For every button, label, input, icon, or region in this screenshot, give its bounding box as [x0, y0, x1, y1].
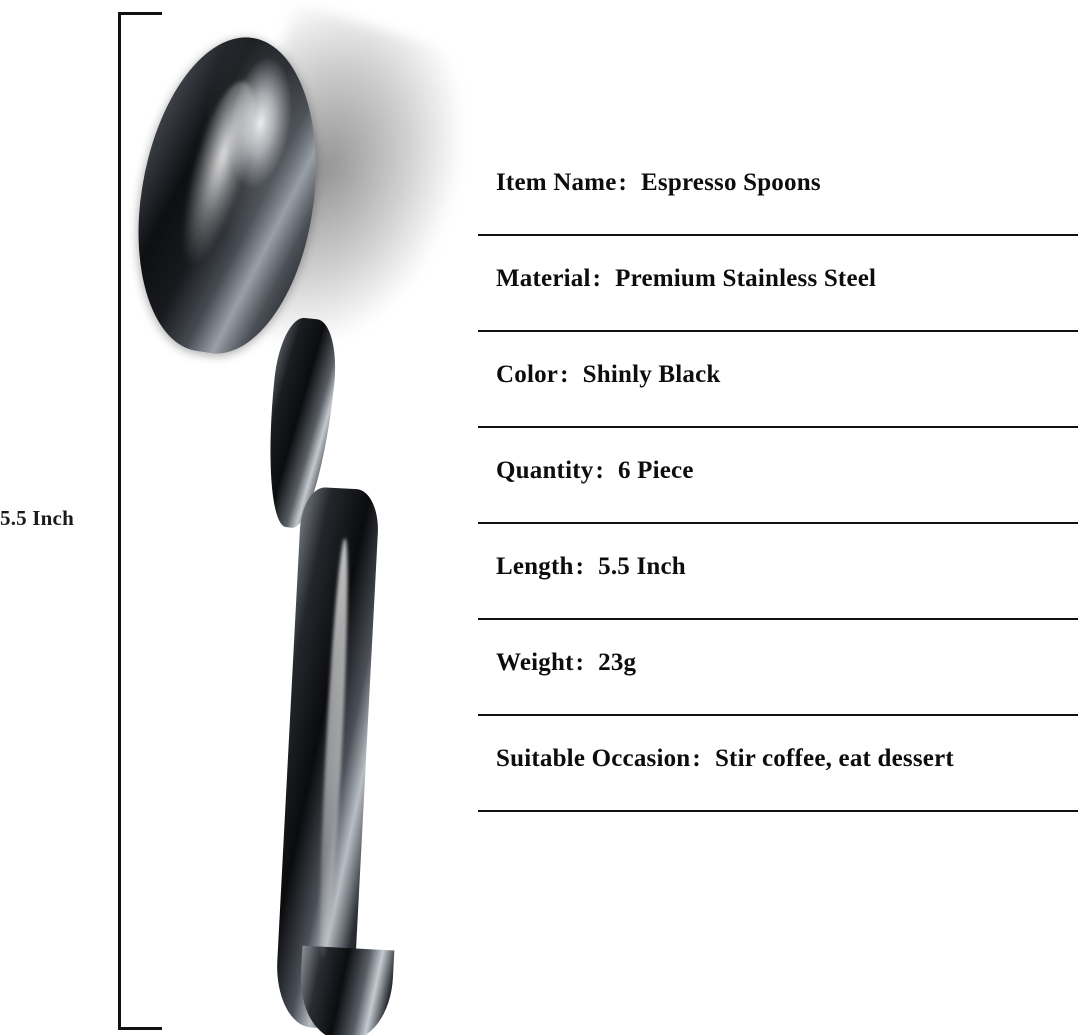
length-dimension-label: 5.5 Inch: [0, 506, 74, 530]
spec-label-quantity: Quantity: [496, 457, 594, 484]
spec-row-length: [478, 524, 1078, 620]
spec-row-material: [478, 236, 1078, 332]
spec-separator: :: [575, 649, 585, 676]
spec-value-suitable-occasion: Stir coffee, eat dessert: [714, 745, 954, 772]
spec-row-weight: [478, 620, 1078, 716]
spec-row-color: [478, 332, 1078, 428]
spec-row-quantity: [478, 428, 1078, 524]
spec-separator: :: [692, 745, 701, 772]
spec-label-color: Color: [496, 361, 559, 388]
spec-separator: :: [618, 169, 628, 196]
spec-value-item-name: Espresso Spoons: [641, 169, 821, 196]
spec-label-length: Length: [496, 553, 574, 580]
spec-label-item-name: Item Name: [496, 169, 617, 196]
specification-list: [478, 140, 1078, 812]
spec-value-weight: 23g: [598, 649, 637, 676]
spec-row-suitable-occasion: [478, 716, 1078, 812]
spec-value-color: Shinly Black: [582, 361, 721, 388]
spec-value-length: 5.5 Inch: [598, 553, 686, 580]
spoon-handle-tip: [298, 946, 395, 1035]
bracket-top-tick: [118, 12, 162, 15]
spec-separator: :: [560, 361, 569, 388]
spec-label-suitable-occasion: Suitable Occasion: [496, 745, 691, 772]
product-photo-area: [0, 0, 470, 1035]
spec-label-weight: Weight: [496, 649, 574, 676]
spec-row-item-name: [478, 140, 1078, 236]
spec-value-quantity: 6 Piece: [617, 457, 694, 484]
spec-separator: :: [595, 457, 604, 484]
spec-separator: :: [592, 265, 602, 292]
spec-value-material: Premium Stainless Steel: [615, 265, 877, 292]
spoon-illustration: [120, 18, 460, 1023]
spec-separator: :: [575, 553, 585, 580]
spec-label-material: Material: [496, 265, 591, 292]
bracket-bottom-tick: [118, 1027, 162, 1030]
